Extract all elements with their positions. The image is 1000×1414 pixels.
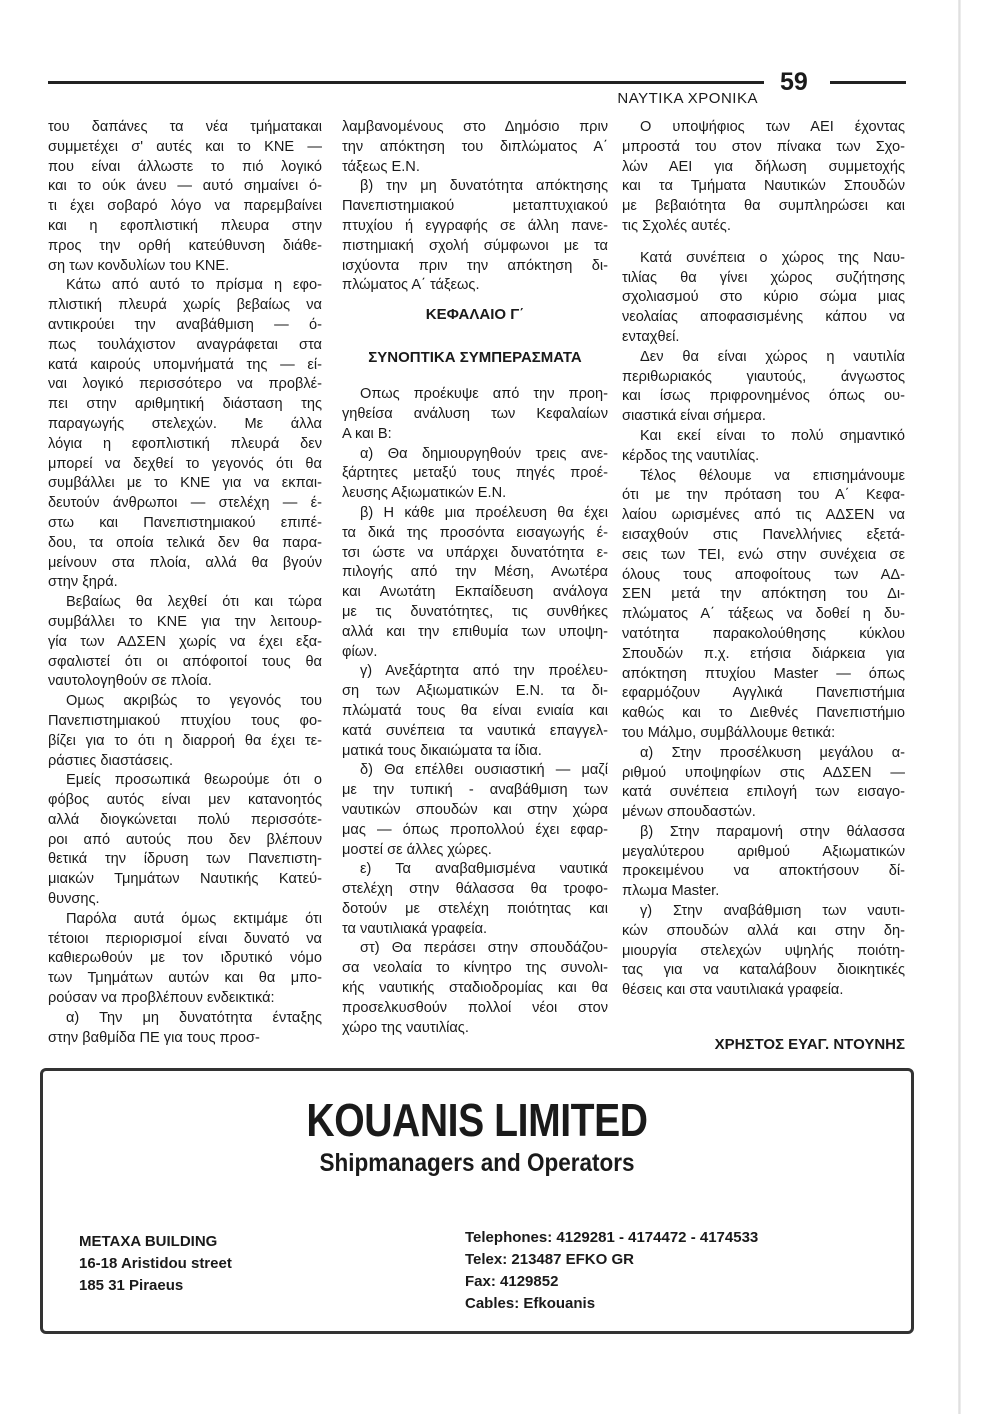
- text-line: ναυτικών σπουδών και στην χώρα: [342, 801, 608, 818]
- paragraph: [622, 902, 905, 1001]
- paragraph: [342, 662, 608, 761]
- text-line: ση των κονδυλίων του ΚΝΕ.: [48, 257, 230, 274]
- text-line: θετικά την ίδρυση των Πανεπιστη-: [48, 851, 322, 868]
- paragraph: [342, 939, 608, 1038]
- text-line: πλωμα Master.: [622, 883, 720, 900]
- ad-contact: [465, 1227, 758, 1315]
- paragraph: [342, 860, 608, 939]
- section-heading: ΚΕΦΑΛΑΙΟ Γ΄: [425, 306, 525, 324]
- text-line: την απόκτηση του διπλώματος Α΄: [342, 138, 608, 155]
- article-column-3: [622, 118, 905, 1053]
- text-line: και τα Τμήματα Ναυτικών Σπουδών: [622, 178, 905, 195]
- text-line: τις Σχολές αυτές.: [622, 217, 731, 234]
- text-line: τάξεως Ε.Ν.: [342, 158, 420, 175]
- text-line: με την τυπική - αναβάθμιση των: [342, 782, 608, 799]
- text-line: δοτούν με στελέχη ποιότητας και: [342, 900, 608, 917]
- text-line: α) Στην προσέλκυση μεγάλου α-: [640, 744, 905, 761]
- text-line: εφαρμόζουν Αγγλικά Πανεπιστήμια: [622, 685, 905, 702]
- paragraph: [622, 823, 905, 902]
- text-line: κής ναυτικής σταδιοδρομίας και θα: [342, 980, 608, 997]
- text-line: γ) Ανεξάρτητα από την προέλευ-: [360, 663, 608, 680]
- text-line: μπορεί να δεχθεί το γεγονός ότι θα: [48, 455, 322, 472]
- text-line: Ο υποψήφιος των ΑΕΙ έχοντας: [640, 119, 905, 135]
- paragraph: [622, 348, 905, 427]
- text-line: και το ούκ άνευ — αυτό σημαίνει ό-: [48, 178, 322, 195]
- text-line: συμβάλλει με το ΚΝΕ για να εκπαι-: [48, 475, 322, 492]
- text-line: πλιστική πλευρά χωρίς βεβαίως να: [48, 297, 322, 314]
- text-line: ση των Αξιωματικών Ε.Ν. τα δι-: [342, 683, 608, 700]
- text-line: κών σπουδών αλλά και στην δη-: [622, 922, 905, 939]
- text-line: των Τμημάτων αυτών και θα μπο-: [48, 970, 322, 987]
- text-line: λών ΑΕΙ για δήλωση συμμετοχής: [622, 158, 905, 175]
- text-line: στην βαθμίδα ΠΕ για τους προσ-: [48, 1029, 260, 1046]
- text-line: παραγωγής στελεχών. Με άλλα: [48, 415, 322, 432]
- text-line: μπροστά του στον πίνακα των Σχο-: [622, 138, 905, 155]
- text-line: προκειμένου να αποκτήσουν δί-: [622, 863, 905, 880]
- text-line: λόγια η εφοπλιστική πλευρά δεν: [48, 435, 322, 452]
- text-line: ε) Τα αναβαθμισμένα ναυτικά: [360, 861, 608, 878]
- text-line: μοστεί σε άλλες χώρες.: [342, 841, 492, 858]
- text-line: σφαλιστεί ότι οι απόφοιτοί τους θα: [48, 653, 322, 670]
- text-line: ριθμού υποψηφίων στις ΑΔΣΕΝ —: [622, 764, 905, 781]
- text-line: μιουργία στελεχών υψηλής ποιότη-: [622, 942, 905, 959]
- paragraph: [342, 177, 608, 296]
- text-line: μιακών Τμημάτων Ναυτικής Κατεύ-: [48, 871, 322, 888]
- ad-tagline: Shipmanagers and Operators: [319, 1149, 635, 1177]
- text-line: πει στην αριθμητική διάσταση της: [48, 396, 322, 413]
- paragraph: [622, 744, 905, 823]
- paragraph: [48, 771, 322, 910]
- text-line: κατά καιρούς υπομνήματά της — εί-: [48, 356, 322, 373]
- text-line: β) την μη δυνατότητα απόκτησης: [360, 178, 608, 195]
- running-title: ΝΑΥΤΙΚΑ ΧΡΟΝΙΚΑ: [617, 90, 758, 107]
- text-line: Ομως ακριβώς το γεγονός του: [66, 693, 322, 710]
- paragraph: [48, 910, 322, 1009]
- text-line: προσελκυσθούν πολλοί νέοι στον: [342, 999, 608, 1016]
- text-line: τιλίας θα γίνει χώρος συζήτησης: [622, 269, 905, 286]
- text-line: τσι ώστε να υπάρχει δυνατότητα ε-: [342, 544, 608, 561]
- text-line: λευσης Αξιωματικών Ε.Ν.: [342, 485, 507, 502]
- text-line: λαμβανομένους στο Δημόσιο πριν: [342, 119, 608, 135]
- text-line: στ) Θα περάσει στην σπουδάζου-: [360, 940, 608, 957]
- text-line: και ίσως πριφρονημένος όπως ου-: [622, 388, 905, 405]
- section-heading: ΣΥΝΟΠΤΙΚΑ ΣΥΜΠΕΡΑΣΜΑΤΑ: [368, 349, 582, 367]
- text-line: πλώματος Α΄ τάξεως να δοθεί η δυ-: [622, 606, 905, 623]
- text-line: καθώς και το Διεθνές Πανεπιστήμιο: [622, 705, 905, 722]
- text-line: πιλογής από την Μέση, Ανωτέρα: [342, 564, 608, 581]
- text-line: δ) Θα επέλθει ουσιαστική — μαζί: [360, 762, 608, 779]
- text-line: νατότητα παρακολούθησης κύκλου: [622, 625, 905, 642]
- text-line: α) Την μη δυνατότητα ένταξης: [66, 1009, 322, 1026]
- ad-company-name: KOUANIS LIMITED: [306, 1094, 648, 1146]
- text-line: κέρδος της ναυτιλίας.: [622, 447, 760, 464]
- author-signature: ΧΡΗΣΤΟΣ ΕΥΑΓ. ΝΤΟΥΝΗΣ: [714, 1036, 905, 1054]
- text-line: μείνουν στα πλοία, αλλά θα βγούν: [48, 554, 322, 571]
- paragraph: [48, 118, 322, 276]
- text-line: σχολιασμού στο κύριο σώμα μιας: [622, 289, 905, 306]
- header-rule-right: [830, 81, 906, 84]
- paragraph: [622, 118, 905, 237]
- text-line: και η εφοπλιστική πλευρα στην: [48, 217, 322, 234]
- text-line: μας — όπως προπολλού έχει εφαρ-: [342, 821, 608, 838]
- article-column-1: [48, 118, 322, 1048]
- text-line: κατά συνέπεια επιλογή των εισαγο-: [622, 784, 905, 801]
- paragraph: [342, 761, 608, 860]
- paragraph: [622, 249, 905, 348]
- text-line: γ) Στην αναβάθμιση των ναυτι-: [640, 903, 905, 920]
- text-line: τέτοιοι περιορισμοί είναι δυνατό να: [48, 930, 322, 947]
- text-line: β) Η κάθε μια προέλευση θα έχει: [360, 504, 608, 521]
- text-line: λαίου ωρισμένες από τις ΑΔΣΕΝ να: [622, 507, 905, 524]
- page-number: 59: [780, 68, 808, 96]
- text-line: σεις των ΤΕΙ, ενώ στην συνέχεια σε: [622, 546, 905, 563]
- text-line: ξάρτητες μεταξύ τους πηγές προέ-: [342, 465, 608, 482]
- text-line: πιστημιακή σχολή σύμφωνοι με τα: [342, 237, 608, 254]
- text-line: νεολαίας αποφασισμένης κάπου να: [622, 309, 905, 326]
- text-line: ναι λογικό περισσότερο να προβλέ-: [48, 376, 322, 393]
- paragraph: [48, 692, 322, 771]
- scan-edge-shadow: [958, 0, 961, 1414]
- text-line: ναυτολογηθούν σε πλοία.: [48, 673, 212, 690]
- paragraph: [342, 504, 608, 662]
- text-line: αλλά διογκώνεται πολύ περισσότε-: [48, 811, 322, 828]
- header-rule-left: [48, 81, 764, 84]
- text-line: πως τουλάχιστον αναγράφεται στα: [48, 336, 322, 353]
- text-line: του δαπάνες τα νέα τμήματακαι: [48, 119, 322, 135]
- ad-fax: Fax: 4129852: [465, 1273, 559, 1290]
- text-line: καθιερωθούν με τον ιδρυτικό νόμο: [48, 950, 322, 967]
- text-line: ισχύοντα πριν την απόκτηση δι-: [342, 257, 608, 274]
- text-line: Εμείς προσωπικά θεωρούμε ότι ο: [66, 772, 322, 789]
- ad-address-line: METAXA BUILDING: [79, 1233, 218, 1250]
- text-line: α) Θα δημιουργηθούν τρεις ανε-: [360, 445, 608, 462]
- text-line: ότι με την πρόταση του Α΄ Κεφα-: [622, 487, 905, 504]
- text-line: κατά συνέπεια τα ναυτικά επαγγελ-: [342, 722, 608, 739]
- text-line: συμβάλλει το ΚΝΕ για την λειτουρ-: [48, 613, 322, 630]
- text-line: ρούσαν να προβλέπουν ενδεικτικά:: [48, 990, 275, 1007]
- paragraph: [342, 118, 608, 177]
- text-line: τας για να καταλάβουν διοικητικές: [622, 962, 905, 979]
- text-line: στην ξηρά.: [48, 574, 118, 591]
- paragraph: [48, 593, 322, 692]
- text-line: Πανεπιστημιακού μεταπτυχιακού: [342, 198, 608, 215]
- text-line: πτυχίου ή εγγραφής σε άλλη πανε-: [342, 217, 608, 234]
- text-line: ματικά τους δικαιώματα τα ίδια.: [342, 742, 542, 759]
- text-line: αντικρούει την αναβάθμιση — ό-: [48, 316, 322, 333]
- text-line: ΣΕΝ μετά την απόκτηση του Δι-: [622, 586, 905, 603]
- text-line: Δεν θα είναι χώρος η ναυτιλία: [640, 348, 905, 365]
- text-line: ροι από αυτούς που δεν βλέπουν: [48, 831, 322, 848]
- ad-address-line: 16-18 Aristidou street: [79, 1255, 232, 1272]
- paragraph: [48, 276, 322, 593]
- text-line: μεγαλύτερου αριθμού Αξιωματικών: [622, 843, 905, 860]
- text-line: δου, τα οποία τελικά δεν θα παρα-: [48, 534, 322, 551]
- text-line: αλλά και την επιθυμία των υποψη-: [342, 623, 608, 640]
- text-line: περιθωριακός γιαυτούς, άνγωστος: [622, 368, 905, 385]
- text-line: Σπουδών π.χ. ετήσια διάρκεια για: [622, 645, 905, 662]
- text-line: εισαχθούν στις Πανελλήνιες εξετά-: [622, 526, 905, 543]
- text-line: χώρο της ναυτιλίας.: [342, 1019, 469, 1036]
- paragraph: [622, 427, 905, 467]
- text-line: φόβος αυτός είναι μεν κατανοητός: [48, 792, 322, 809]
- text-line: στω και Πανεπιστημιακού επιπέ-: [48, 514, 322, 531]
- text-line: τα δικά της προσόντα εισαγωγής έ-: [342, 524, 608, 541]
- text-line: πλώματά τους θα είναι ενιαία και: [342, 702, 608, 719]
- text-line: Κάτω από αυτό το πρίσμα η εφο-: [66, 277, 322, 294]
- paragraph: [48, 1009, 322, 1049]
- text-line: μένων σπουδαστών.: [622, 804, 756, 821]
- text-line: θυνσης.: [48, 891, 100, 908]
- text-line: τι έχει σοβαρό λόγο να παρεμβαίνει: [48, 198, 322, 215]
- paragraph: [342, 385, 608, 444]
- paragraph: [622, 467, 905, 744]
- paragraph: [342, 445, 608, 504]
- text-line: προς την ορθή κατεύθυνση διάθε-: [48, 237, 322, 254]
- text-line: του Μάλμο, συμβάλλουμε θετικά:: [622, 724, 836, 741]
- text-line: Α και Β:: [342, 425, 392, 442]
- text-line: με τις δυνατότητες, τις συνθήκες: [342, 603, 608, 620]
- text-line: Βεβαίως θα λεχθεί ότι και τώρα: [66, 594, 322, 611]
- text-line: Κατά συνέπεια ο χώρος της Ναυ-: [640, 249, 905, 266]
- text-line: γία των ΑΔΣΕΝ χωρίς να έχει εξα-: [48, 633, 322, 650]
- text-line: δευτούν άνθρωποι — στελέχη — έ-: [48, 495, 322, 512]
- text-line: Τέλος θέλουμε να επισημάνουμε: [640, 467, 905, 484]
- text-line: που είναι άλλωστε το πιό λογικό: [48, 158, 322, 175]
- text-line: απόκτηση πτυχίου Master — όπως: [622, 665, 905, 682]
- text-line: Πανεπιστημιακού πτυχίου τους φο-: [48, 712, 322, 729]
- text-line: Παρόλα αυτά όμως εκτιμάμε ότι: [66, 910, 322, 927]
- text-line: β) Στην παραμονή στην θάλασσα: [640, 823, 905, 840]
- text-line: Οπως προέκυψε από την προη-: [360, 386, 608, 403]
- ad-telephones: Telephones: 4129281 - 4174472 - 4174533: [465, 1229, 759, 1246]
- text-line: συμμετέχει σ' αυτές και το ΚΝΕ —: [48, 138, 322, 155]
- text-line: όλους τους αποφοίτους των ΑΔ-: [622, 566, 905, 583]
- advertisement-box: [40, 1068, 914, 1334]
- ad-telex: Telex: 213487 EFKO GR: [465, 1251, 634, 1268]
- ad-cables: Cables: Efkouanis: [465, 1295, 596, 1312]
- text-line: φίων.: [342, 643, 378, 660]
- article-column-2: [342, 118, 608, 1038]
- text-line: Και εκεί είναι το πολύ σημαντικό: [640, 427, 905, 444]
- text-line: στελέχη στην θάλασσα θα τροφο-: [342, 881, 608, 898]
- text-line: σιαστικά είναι σήμερα.: [622, 408, 766, 425]
- text-line: γηθείσα ανάλυση των Κεφαλαίων: [342, 405, 608, 422]
- text-line: με βεβαιότητα θα συμπληρώσει και: [622, 198, 905, 215]
- text-line: πλώματος Α΄ τάξεως.: [342, 277, 480, 294]
- text-line: βίζει για το ότι η διαρροή θα έχει τε-: [48, 732, 322, 749]
- ad-address: [79, 1231, 232, 1297]
- text-line: και Ανωτάτη Εκπαίδευση ανάλογα: [342, 584, 608, 601]
- text-line: τα ναυτιλιακά γραφεία.: [342, 920, 488, 937]
- ad-address-line: 185 31 Piraeus: [79, 1277, 184, 1294]
- text-line: ενταχθεί.: [622, 328, 680, 345]
- text-line: ράστιες διαστάσεις.: [48, 752, 173, 769]
- text-line: σα νεολαία το κίνητρο της συνολι-: [342, 960, 608, 977]
- text-line: θέσεις και στα ναυτιλιακά γραφεία.: [622, 982, 844, 999]
